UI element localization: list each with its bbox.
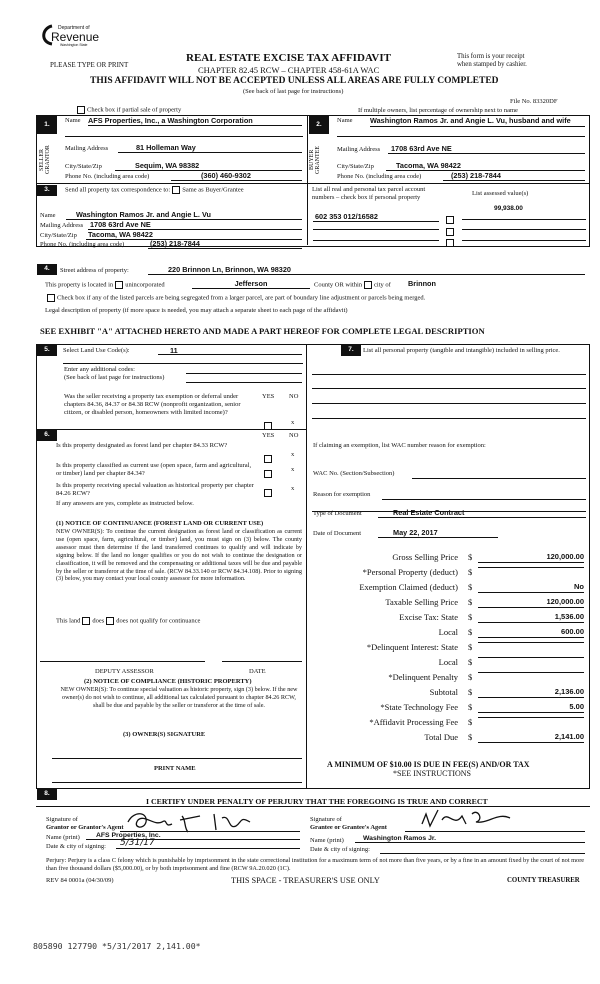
tax-calculation-table [312,552,592,748]
treasurer-space: THIS SPACE - TREASURER'S USE ONLY [231,876,380,885]
historic-no-mark: x [291,485,295,492]
additional-codes-label: Enter any additional codes: [64,366,135,373]
grantee-date-label: Date & city of signing: [310,846,370,853]
grantor-name-label: Name (print) [46,834,80,841]
exemption-question: Was the seller receiving a property tax exemption or deferral under chapters 84.36, 84.37 or 84.38 RCW (nonprofit organization, senior citizen, or disabled person, homeowners with limited income)? [64,393,241,416]
county-name: Jefferson [192,279,310,289]
perjury-notice: Perjury: Perjury is a class C felony which is punishable by imprisonment in the state correctional institution for a maximum term of not more than five years, or by a fine in an amount fixed by the court of not more than five thousand dollars ($5,000.00), or by both imprisonment and fine (RCW 9A.20.020 (1C). [46,857,585,873]
forest-question: Is this property designated as forest land per chapter 84.33 RCW? [56,442,228,449]
section-7-number: 7. [341,345,361,356]
deputy-date-label: DATE [249,668,266,675]
calc-label: Subtotal [429,687,458,697]
owner-signature-label: (3) OWNER(S) SIGNATURE [123,731,206,738]
does-checkbox[interactable] [82,617,90,625]
street-address: 220 Brinnon Ln, Brinnon, WA 98320 [148,265,585,275]
notice1-body: NEW OWNER(S): To continue the current designation as forest land or classification as current use (open space, farm, agricultural, or timber) land, you must sign on (3) below. The county assessor must then determine if the land transferred continues to qualify and will indicate by signing below. If the land no longer qualifies or you do not wish to continue the designation or classification, it will be removed and the compensating or additional taxes will be due and payable by the seller or transferor at the time of sale. (RCW 84.33.140 or RCW 84.34.108). Prior to signing (3) below, you may contact your local county assessor for more information. [56,528,302,583]
calc-label: *Delinquent Interest: State [366,642,458,652]
buyer-city-label: City/State/Zip [337,163,374,170]
calc-value: 2,136.00 [478,687,584,698]
section-5-number: 5. [37,345,57,356]
section-1-number: 1. [37,116,57,134]
calc-label: Taxable Selling Price [385,597,458,607]
buyer-mailing: 1708 63rd Ave NE [388,144,585,154]
legal-label: Legal description of property (if more space is needed, you may attach a separate sheet to each page of the affidavit) [45,307,348,314]
grantor-name: AFS Properties, Inc. [86,832,300,840]
form-warning: THIS AFFIDAVIT WILL NOT BE ACCEPTED UNLESS ALL AREAS ARE FULLY COMPLETED [90,76,499,86]
same-as-buyer-label: Same as Buyer/Grantee [182,186,244,194]
logo-small: Department of [58,25,90,31]
city-of-label: city of [374,281,391,289]
s6-yes-label: YES [262,432,275,439]
parcel-number: 602 353 012/16582 [313,212,439,222]
calc-value: 600.00 [478,627,584,638]
send-tax-label: Send all property tax correspondence to: [65,186,171,194]
seller-mailing: 81 Holleman Way [118,143,302,153]
dollar-sign: $ [468,642,473,652]
form-title: REAL ESTATE EXCISE TAX AFFIDAVIT [186,52,391,64]
calc-label: *Personal Property (deduct) [362,567,458,577]
doc-date: May 22, 2017 [378,528,498,538]
same-as-buyer-checkbox[interactable] [172,186,180,194]
seller-city-label: City/State/Zip [65,163,102,170]
exemption-reason-label: If claiming an exemption, list WAC number reason for exemption: [313,442,486,449]
grantor-signature-label-2: Grantor or Grantor's Agent [46,824,124,831]
tax-name-label: Name [40,212,56,219]
doc-type-label: Type of Document [313,510,362,517]
exempt-no-mark: x [291,419,295,426]
calc-value [478,657,584,658]
section-3-number: 3. [37,185,57,196]
partial-sale-row [75,106,181,114]
buyer-mailing-label: Mailing Address [337,146,381,153]
print-name-label: PRINT NAME [154,765,196,772]
calc-value [478,717,584,718]
calc-value: 120,000.00 [478,552,584,563]
calc-value: 2,141.00 [478,732,584,743]
receipt-note-2: when stamped by cashier. [457,61,527,68]
property-city: Brinnon [408,279,436,288]
within-label: within [345,281,363,289]
calc-label: Total Due [424,732,458,742]
certify-statement: I CERTIFY UNDER PENALTY OF PERJURY THAT THE FOREGOING IS TRUE AND CORRECT [146,797,488,806]
dollar-sign: $ [468,597,473,607]
section-8-number: 8. [37,789,57,800]
if-yes-note: If any answers are yes, complete as instructed below. [56,500,194,507]
buyer-city: Tacoma, WA 98422 [386,161,585,171]
land-use-label: Select Land Use Code(s): [63,347,130,354]
assessed-value: 99,938.00 [494,205,523,212]
calc-value [478,642,584,643]
please-type: PLEASE TYPE OR PRINT [50,61,129,69]
buyer-side-label: BUYER GRANTEE [309,146,321,174]
grantee-signature [418,806,538,832]
deputy-assessor-label: DEPUTY ASSESSOR [95,668,154,675]
calc-label: Local [438,657,458,667]
historic-yes-checkbox[interactable] [262,484,274,502]
located-row [45,281,165,289]
s6-no-label: NO [289,432,299,439]
parcel-list-label-1: List all real and personal tax parcel account [312,186,426,193]
this-land-label: This land [56,617,81,625]
partial-sale-checkbox[interactable] [77,106,85,114]
tax-phone-label: Phone No. (including area code) [40,241,125,248]
calc-value: No [478,582,584,593]
tax-name: Washington Ramos Jr. and Angie L. Vu [66,210,302,220]
calc-label: Excise Tax: State [399,612,458,622]
notice2-title: (2) NOTICE OF COMPLIANCE (HISTORIC PROPERTY) [84,678,252,685]
dollar-sign: $ [468,612,473,622]
seller-mailing-label: Mailing Address [65,145,109,152]
calc-label: Gross Selling Price [392,552,458,562]
land-use-code: 11 [170,346,178,355]
calc-label: *State Technology Fee [380,702,458,712]
rev-number: REV 84 0001a (04/30/09) [46,877,114,884]
file-no: File No. 83320DF [510,98,558,105]
city-checkbox[interactable] [364,281,372,289]
buyer-phone: (253) 218-7844 [443,171,585,181]
grantee-signature-label-2: Grantee or Grantee's Agent [310,824,387,831]
calc-value [478,567,584,568]
buyer-name-label: Name [337,117,353,124]
segregated-label: Check box if any of the listed parcels are being segregated from a larger parcel, are part of boundary line adjustment or parcels being merged. [57,294,426,302]
seller-phone: (360) 460-9302 [171,171,302,181]
county-or: County OR [314,281,344,289]
segregated-row [45,294,425,302]
tax-phone: (253) 218-7844 [148,239,302,249]
dollar-sign: $ [468,582,473,592]
seller-city: Sequim, WA 98382 [115,161,302,171]
dollar-sign: $ [468,732,473,742]
forest-no-mark: x [291,451,295,458]
doc-type: Real Estate Contract [378,508,586,518]
dollar-sign: $ [468,672,473,682]
dollar-sign: $ [468,717,473,727]
send-tax-row [65,186,244,194]
county-treasurer: COUNTY TREASURER [507,877,580,884]
dollar-sign: $ [468,552,473,562]
current-use-question: Is this property classified as current use (open space, farm and agricultural, or timber) land per chapter 84.34? [56,462,252,477]
calc-value [478,672,584,673]
calc-label: *Delinquent Penalty [388,672,458,682]
grantee-name-label: Name (print) [310,837,344,844]
minimum-note: A MINIMUM OF $10.00 IS DUE IN FEE(S) AND/OR TAX [327,760,530,769]
tax-city-label: City/State/Zip [40,232,77,239]
current-use-yes-checkbox[interactable] [262,465,274,483]
receipt-note-1: This form is your receipt [457,53,525,60]
calc-value: 5.00 [478,702,584,713]
seller-name: AFS Properties, Inc., a Washington Corporation [88,116,302,126]
parcel-list-label-2: numbers – check box if personal property [312,194,421,201]
dollar-sign: $ [468,702,473,712]
grantor-date: 5/31/17 [116,838,300,849]
section-2-number: 2. [309,116,329,134]
county-or-row [314,281,391,289]
street-label: Street address of property: [60,267,129,274]
section-4-number: 4. [37,264,57,275]
buyer-phone-label: Phone No. (including area code) [337,173,422,180]
seller-side-label: SELLER GRANTOR [39,145,51,175]
assessed-label: List assessed value(s) [472,190,529,197]
calc-label: Local [438,627,458,637]
exemption-reason-field-label: Reason for exemption [313,491,371,498]
cashier-stamp: 805890 127790 *5/31/2017 2,141.00* [33,941,201,951]
buyer-name: Washington Ramos Jr. and Angie L. Vu, husband and wife [370,116,571,125]
calc-label: Exemption Claimed (deduct) [359,582,458,592]
see-back: (See back of last page for instructions) [243,88,344,95]
does-not-label: does not qualify for continuance [116,617,201,625]
grantor-signature-label-1: Signature of [46,816,78,823]
notice2-body: NEW OWNER(S): To continue special valuation as historic property, sign (3) below. If the new owner(s) do not wish to continue, all additional tax calculated pursuant to chapter 84.26 RCW, shall be due and payable by the seller or transferor at the time of sale. [60,686,298,709]
located-label: This property is located in [45,281,114,289]
see-instructions: *SEE INSTRUCTIONS [393,769,472,778]
does-label: does [92,617,105,625]
personal-property-label: List all personal property (tangible and intangible) included in selling price. [363,347,560,354]
calc-label: *Affidavit Processing Fee [369,717,458,727]
historic-question: Is this property receiving special valuation as historical property per chapter 84.26 RCW? [56,482,254,497]
dollar-sign: $ [468,657,473,667]
form-subtitle: CHAPTER 82.45 RCW – CHAPTER 458-61A WAC [198,65,380,75]
current-use-no-mark: x [291,466,295,473]
additional-codes-note: (See back of last page for instructions) [64,374,165,381]
calc-value: 1,536.00 [478,612,584,623]
doc-date-label: Date of Document [313,530,362,537]
grantor-date-label: Date & city of signing: [46,843,106,850]
grantee-name: Washington Ramos Jr. [355,835,585,843]
logo-state: Washington State [60,43,88,47]
exhibit-note: SEE EXHIBIT "A" ATTACHED HERETO AND MADE A PART HEREOF FOR COMPLETE LEGAL DESCRIPTION [40,326,485,336]
parcel-personal-checkbox-3[interactable] [444,234,456,252]
calc-value: 120,000.00 [478,597,584,608]
seller-name-label: Name [65,117,81,124]
exempt-no-label: NO [289,393,299,400]
grantee-signature-label-1: Signature of [310,816,342,823]
unincorporated-checkbox[interactable] [115,281,123,289]
tax-city: Tacoma, WA 98422 [86,230,302,240]
unincorporated-label: unincorporated [125,281,165,289]
tax-mailing: 1708 63rd Ave NE [88,220,302,230]
exempt-yes-label: YES [262,393,275,400]
seller-phone-label: Phone No. (including area code) [65,173,150,180]
does-not-checkbox[interactable] [106,617,114,625]
multiple-owners-note: If multiple owners, list percentage of ownership next to name [358,107,518,114]
wac-label: WAC No. (Section/Subsection) [313,470,395,477]
dollar-sign: $ [468,627,473,637]
dollar-sign: $ [468,687,473,697]
notice1-title: (1) NOTICE OF CONTINUANCE (FOREST LAND OR CURRENT USE) [56,520,264,527]
continuance-row [56,617,200,625]
logo-big: Revenue [51,30,100,44]
dor-logo [38,22,98,48]
partial-sale-label: Check box if partial sale of property [87,106,182,114]
tax-mailing-label: Mailing Address [40,222,84,229]
section-6-number: 6. [37,430,57,441]
dollar-sign: $ [468,567,473,577]
segregated-checkbox[interactable] [47,294,55,302]
